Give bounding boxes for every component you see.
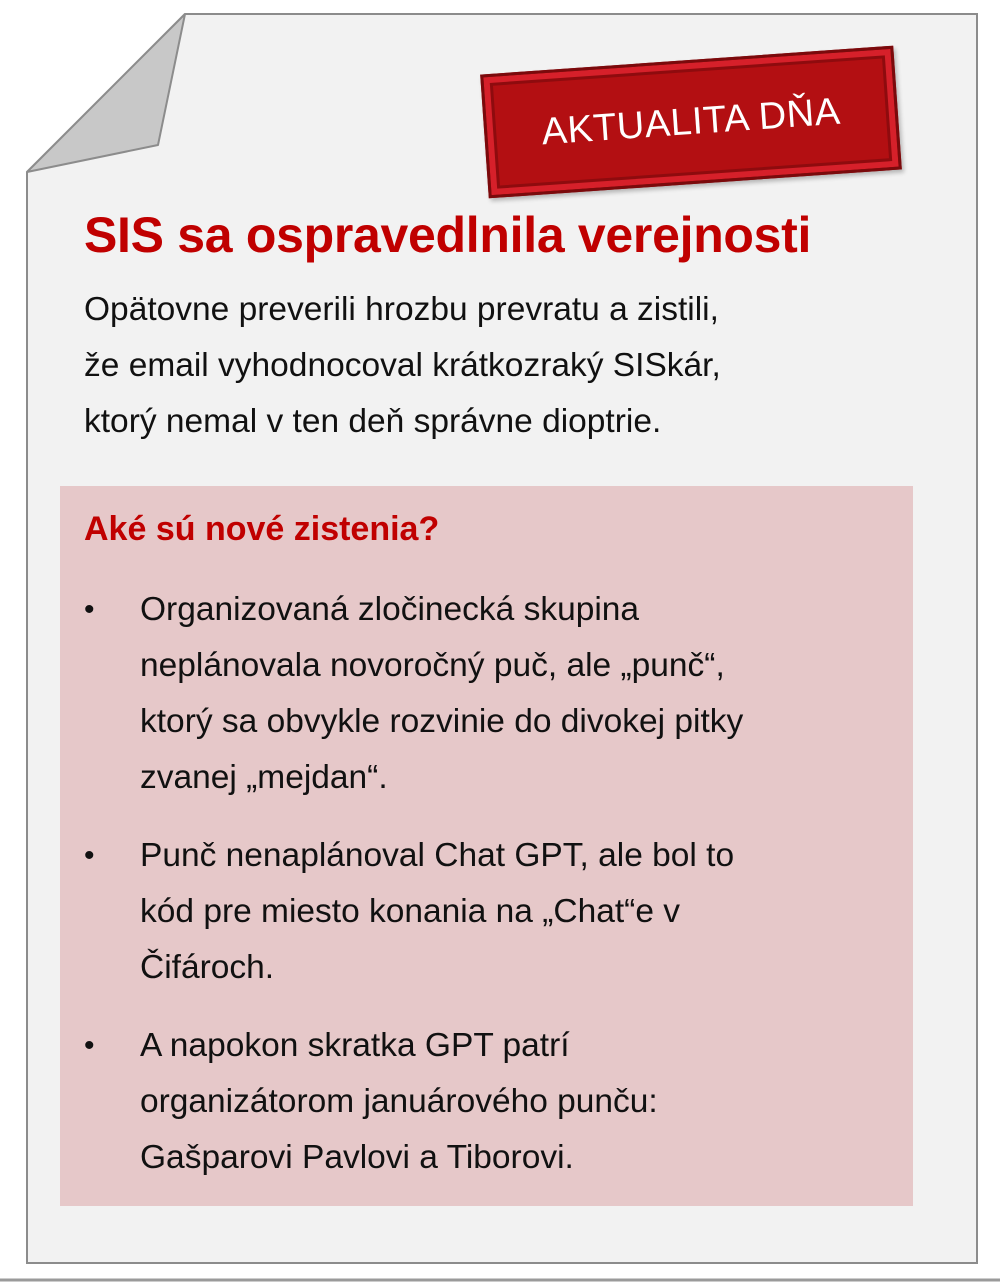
list-item-line: zvanej „mejdan“. [140,759,388,796]
list-item-line: kód pre miesto konania na „Chat“e v [140,893,681,930]
headline: SIS sa ospravedlnila verejnosti [84,207,812,263]
lead-paragraph [84,282,944,450]
findings-title: Aké sú nové zistenia? [84,510,440,548]
list-item-line: organizátorom januárového punču: [140,1083,658,1120]
list-item-line: Punč nenaplánoval Chat GPT, ale bol to [140,837,735,874]
bullet-icon: • [84,839,95,872]
list-item-line: Organizovaná zločinecká skupina [140,591,640,628]
list-item-line: neplánovala novoročný puč, ale „punč“, [140,647,725,684]
badge-label: AKTUALITA DŇA [540,90,842,153]
list-item [60,582,913,806]
lead-line: ktorý nemal v ten deň správne dioptrie. [84,403,662,440]
list-item [60,828,913,996]
list-item-line: Gašparovi Pavlovi a Tiborovi. [140,1139,574,1176]
list-item [60,1018,913,1186]
lead-line: Opätovne preverili hrozbu prevratu a zistili, [84,291,719,328]
lead-line: že email vyhodnocoval krátkozraký SISkár, [84,347,721,384]
list-item-line: A napokon skratka GPT patrí [140,1027,570,1064]
findings-list [60,582,913,1208]
findings-box [60,486,913,1206]
bullet-icon: • [84,1029,95,1062]
list-item-line: ktorý sa obvykle rozvinie do divokej pitky [140,703,744,740]
list-item-line: Čifároch. [140,949,275,986]
bullet-icon: • [84,593,95,626]
